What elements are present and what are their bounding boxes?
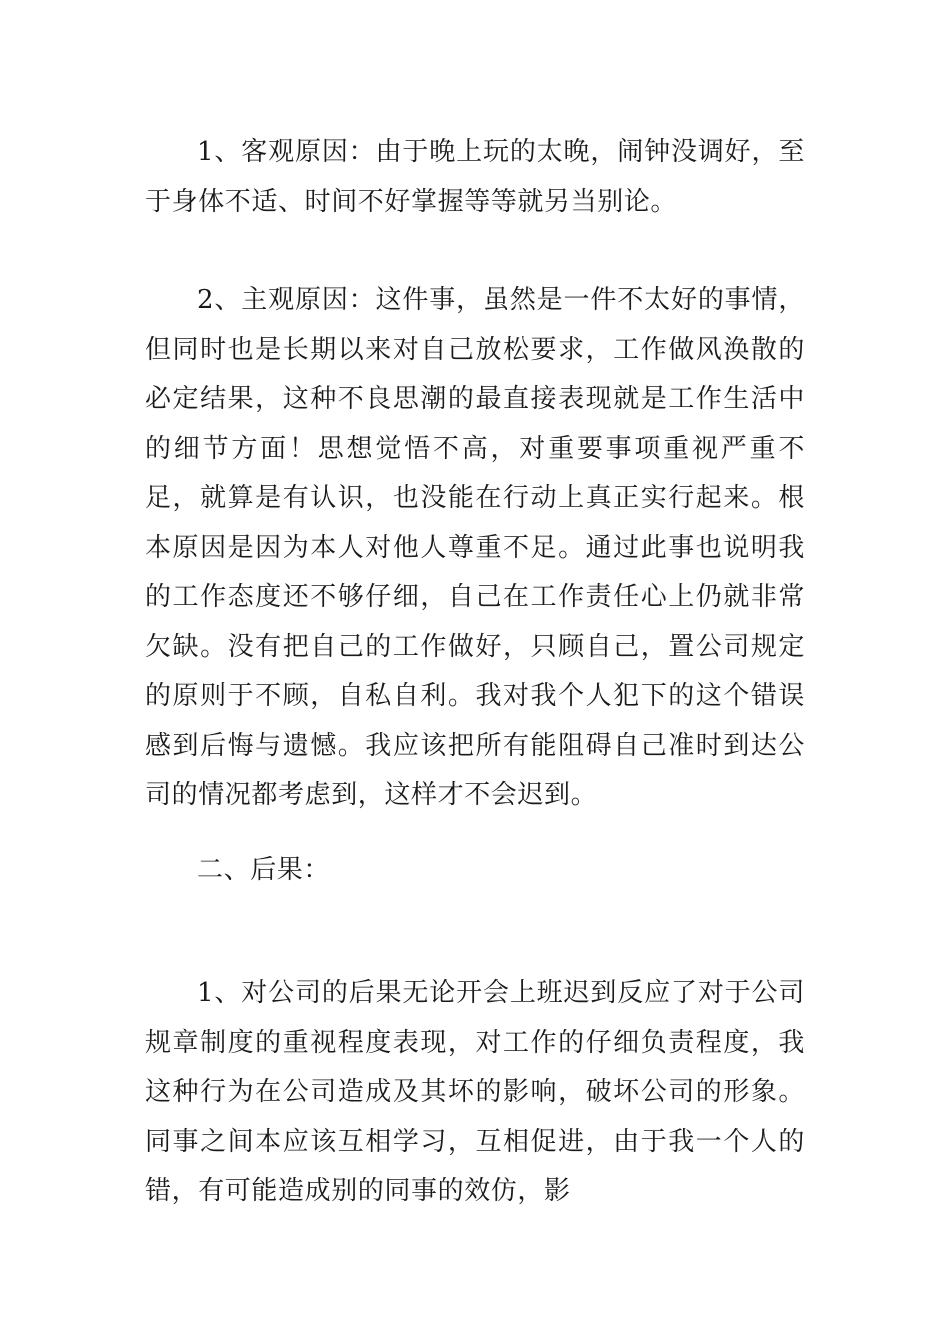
paragraph-objective-reason: 1、客观原因：由于晚上玩的太晚，闹钟没调好，至于身体不适、时间不好掌握等等就另当别论。	[145, 137, 805, 217]
paragraph-subjective-reason: 2、主观原因：这件事，虽然是一件不太好的事情，但同时也是长期以来对自己放松要求，工作做风涣散的必定结果，这种不良思潮的最直接表现就是工作生活中的细节方面！思想觉悟不高，对重要事项重视严重不足，就算是有认识，也没能在行动上真正实行起来。根本原因是因为本人对他人尊重不足。通过此事也说明我的工作态度还不够仔细，自己在工作责任心上仍就非常欠缺。没有把自己的工作做好，只顾自己，置公司规定的原则于不顾，自私自利。我对我个人犯下的这个错误感到后悔与遗憾。我应该把所有能阻碍自己准时到达公司的情况都考虑到，这样才不会迟到。	[145, 285, 805, 810]
paragraph-company-consequences: 1、对公司的后果无论开会上班迟到反应了对于公司规章制度的重视程度表现，对工作的仔细负责程度，我这种行为在公司造成及其坏的影响，破坏公司的形象。同事之间本应该互相学习，互相促进，由于我一个人的错，有可能造成别的同事的效仿，影	[145, 978, 805, 1206]
section-heading-consequences: 二、后果：	[197, 855, 331, 885]
